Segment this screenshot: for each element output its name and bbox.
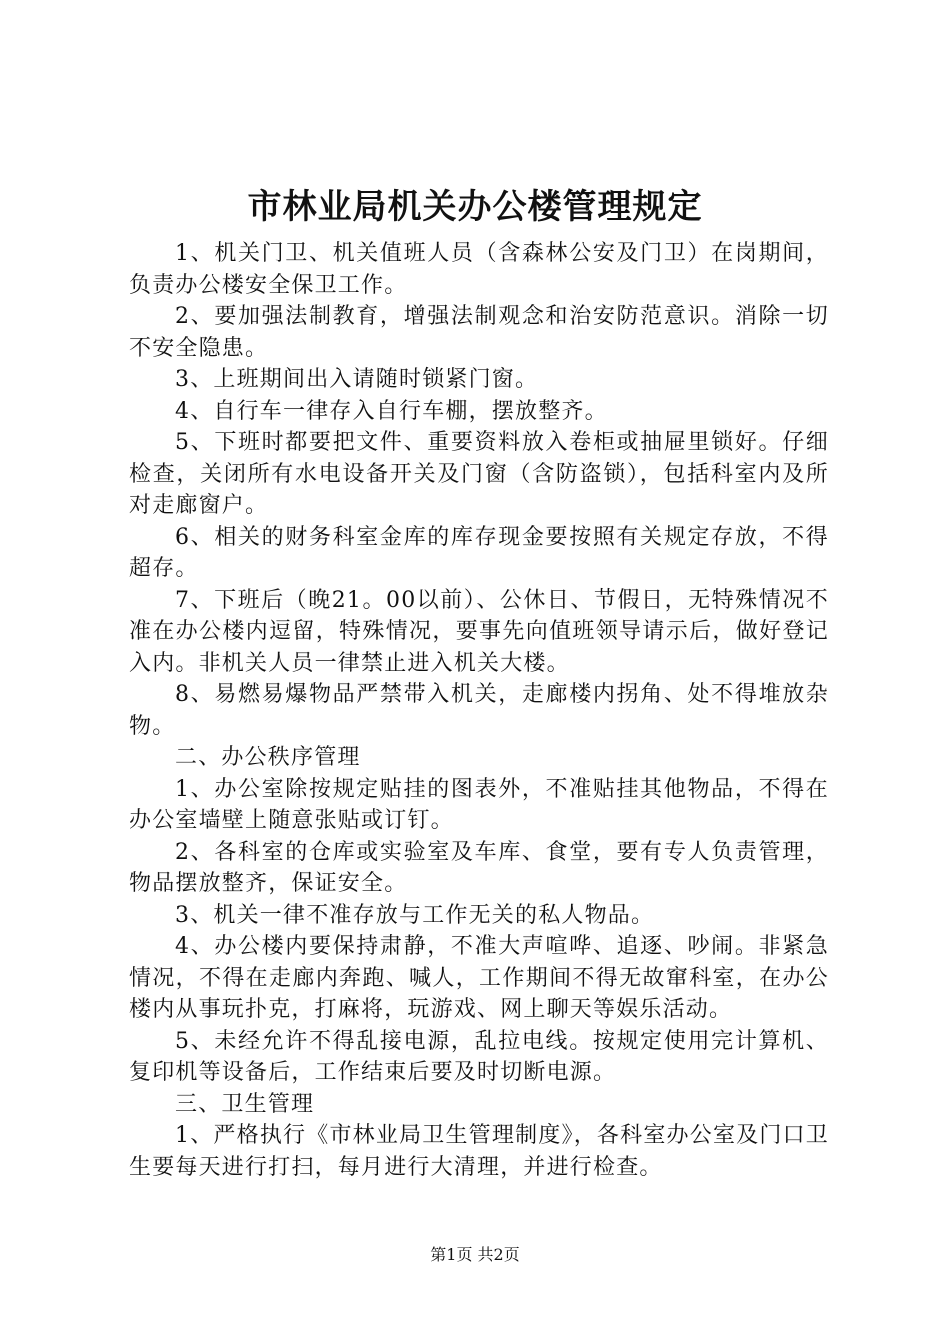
paragraph: 1、办公室除按规定贴挂的图表外，不准贴挂其他物品，不得在办公室墙壁上随意张贴或订钉。 <box>129 776 829 833</box>
paragraph: 3、上班期间出入请随时锁紧门窗。 <box>175 367 539 392</box>
paragraph: 5、下班时都要把文件、重要资料放入卷柜或抽屉里锁好。仔细检查，关闭所有水电设备开关及门窗（含防盗锁），包括科室内及所对走廊窗户。 <box>129 430 829 518</box>
section-heading: 三、卫生管理 <box>175 1091 315 1117</box>
paragraph: 7、下班后（晚21。00以前）、公休日、节假日，无特殊情况不准在办公楼内逗留，特殊情况，要事先向值班领导请示后，做好登记入内。非机关人员一律禁止进入机关大楼。 <box>129 587 829 676</box>
document-body <box>129 238 829 1183</box>
paragraph: 2、各科室的仓库或实验室及车库、食堂，要有专人负责管理，物品摆放整齐，保证安全。 <box>129 839 829 896</box>
paragraph: 4、自行车一律存入自行车棚，摆放整齐。 <box>175 398 608 424</box>
paragraph: 4、办公楼内要保持肃静，不准大声喧哗、追逐、吵闹。非紧急情况，不得在走廊内奔跑、喊人，工作期间不得无故窜科室，在办公楼内从事玩扑克，打麻将，玩游戏、网上聊天等娱乐活动。 <box>129 934 829 1022</box>
paragraph: 6、相关的财务科室金库的库存现金要按照有关规定存放，不得超存。 <box>129 524 829 581</box>
page-number: 第1页 共2页 <box>430 1245 520 1264</box>
paragraph: 5、未经允许不得乱接电源，乱拉电线。按规定使用完计算机、复印机等设备后，工作结束后要及时切断电源。 <box>129 1028 829 1085</box>
paragraph: 8、易燃易爆物品严禁带入机关，走廊楼内拐角、处不得堆放杂物。 <box>129 682 829 739</box>
paragraph: 3、机关一律不准存放与工作无关的私人物品。 <box>175 902 655 928</box>
section-heading: 二、办公秩序管理 <box>175 745 361 770</box>
page-title: 市林业局机关办公楼管理规定 <box>247 187 703 227</box>
paragraph: 1、机关门卫、机关值班人员（含森林公安及门卫）在岗期间，负责办公楼安全保卫工作。 <box>129 241 829 298</box>
paragraph: 2、要加强法制教育，增强法制观念和治安防范意识。消除一切不安全隐患。 <box>129 304 829 361</box>
paragraph: 1、严格执行《市林业局卫生管理制度》，各科室办公室及门口卫生要每天进行打扫，每月进行大清理，并进行检查。 <box>129 1123 829 1180</box>
